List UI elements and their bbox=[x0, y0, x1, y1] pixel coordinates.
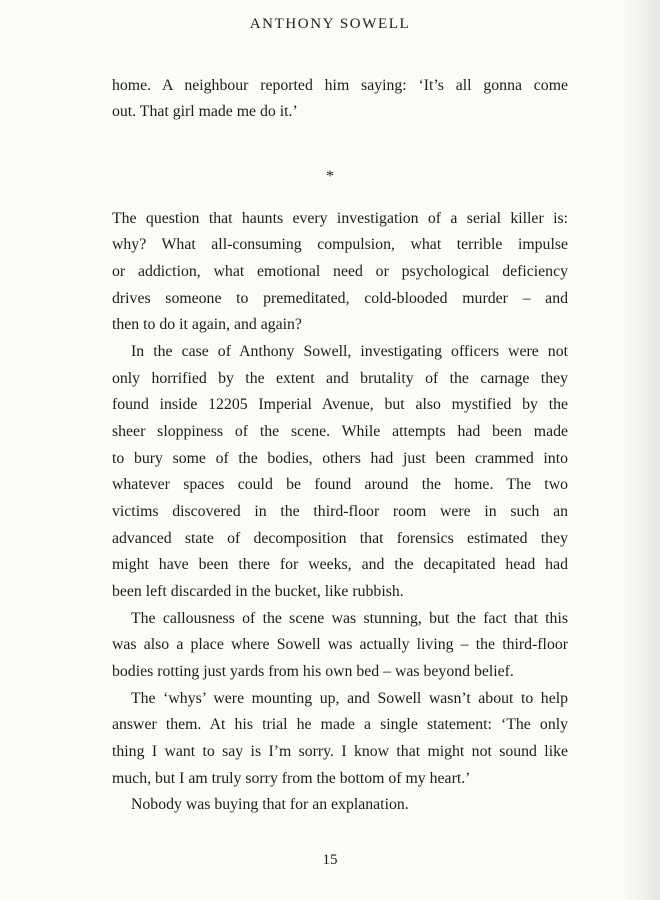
text-line: much, but I am truly sorry from the bottom of my heart.’ bbox=[112, 770, 471, 787]
text-line: was also a place where Sowell was actually living – the third-floor bbox=[112, 636, 568, 653]
text-line: victims discovered in the third-floor room were in such an bbox=[112, 503, 568, 520]
text-line: bodies rotting just yards from his own bed – was beyond belief. bbox=[112, 663, 514, 680]
text-line: only horrified by the extent and brutality of the carnage they bbox=[112, 370, 568, 387]
text-line: home. A neighbour reported him saying: ‘It’s all gonna come bbox=[112, 77, 568, 94]
text-line: The callousness of the scene was stunning, but the fact that this bbox=[131, 610, 568, 627]
text-line: why? What all-consuming compulsion, what terrible impulse bbox=[112, 236, 568, 253]
text-line: thing I want to say is I’m sorry. I know that might not sound like bbox=[112, 743, 568, 760]
text-line: been left discarded in the bucket, like rubbish. bbox=[112, 583, 404, 600]
page-number: 15 bbox=[322, 852, 338, 868]
text-line: to bury some of the bodies, others had just been crammed into bbox=[112, 450, 568, 467]
text-line: or addiction, what emotional need or psychological deficiency bbox=[112, 263, 568, 280]
text-line: drives someone to premeditated, cold-blooded murder – and bbox=[112, 290, 568, 307]
text-line: found inside 12205 Imperial Avenue, but also mystified by the bbox=[112, 396, 568, 413]
text-line: Nobody was buying that for an explanation. bbox=[131, 796, 409, 813]
text-line: The ‘whys’ were mounting up, and Sowell wasn’t about to help bbox=[131, 690, 568, 707]
text-line: sheer sloppiness of the scene. While attempts had been made bbox=[112, 423, 568, 440]
text-line: answer them. At his trial he made a single statement: ‘The only bbox=[112, 716, 568, 733]
text-line: might have been there for weeks, and the decapitated head had bbox=[112, 556, 568, 573]
text-line: out. That girl made me do it.’ bbox=[112, 103, 298, 120]
text-line: then to do it again, and again? bbox=[112, 316, 302, 333]
text-line: whatever spaces could be found around the home. The two bbox=[112, 476, 568, 493]
text-line: advanced state of decomposition that forensics estimated they bbox=[112, 530, 568, 547]
text-line: The question that haunts every investigation of a serial killer is: bbox=[112, 210, 568, 227]
running-head: ANTHONY SOWELL bbox=[249, 16, 411, 32]
page-edge-shadow bbox=[622, 0, 660, 900]
text-line: In the case of Anthony Sowell, investigating officers were not bbox=[131, 343, 568, 360]
section-break: * bbox=[326, 168, 334, 185]
